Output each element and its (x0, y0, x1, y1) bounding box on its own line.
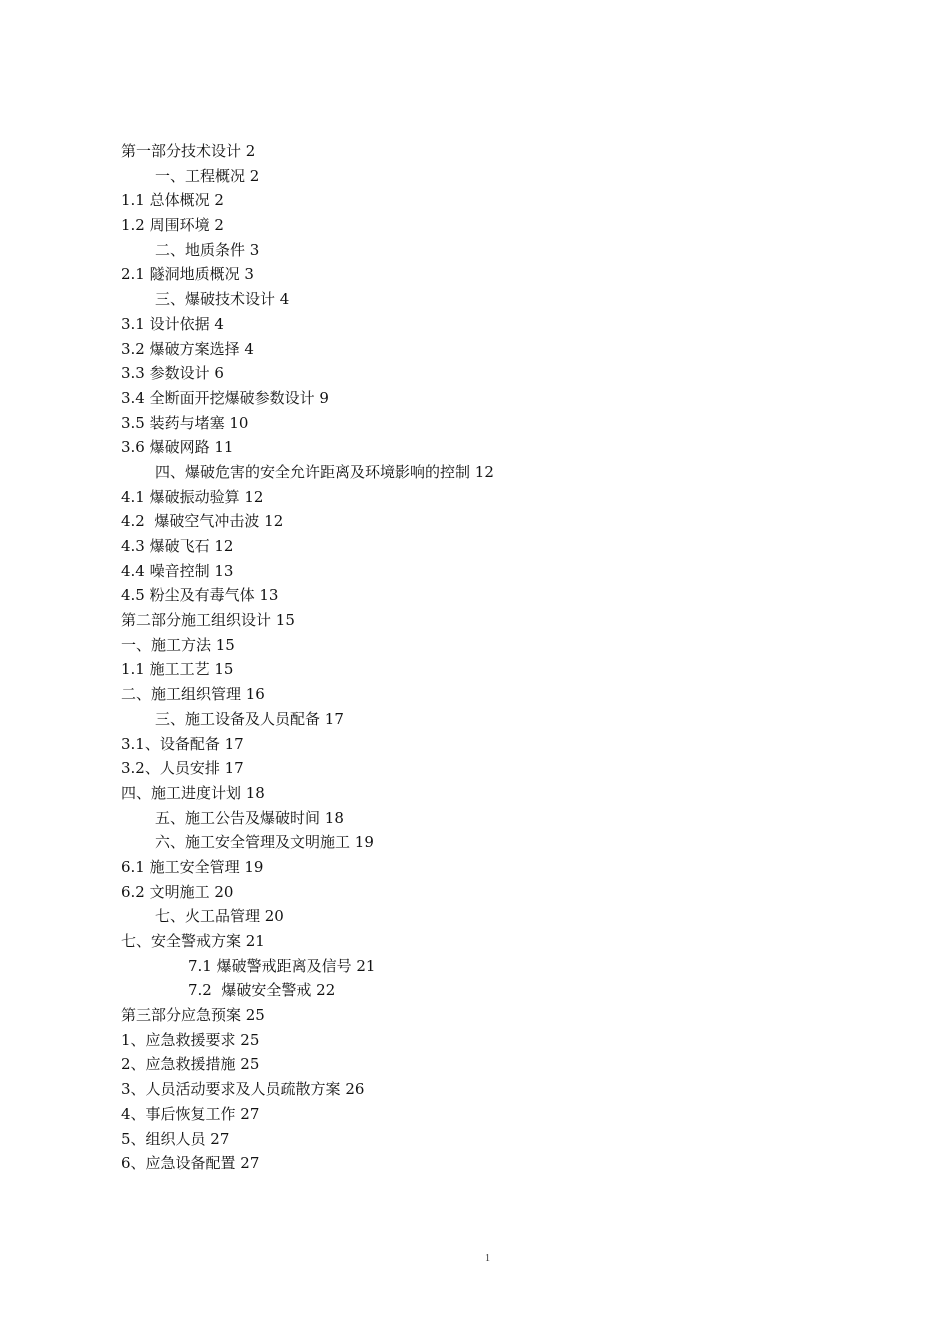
toc-entry[interactable]: 四、爆破危害的安全允许距离及环境影响的控制 12 (155, 462, 494, 481)
toc-entry[interactable]: 3.1、设备配备 17 (121, 734, 244, 753)
toc-entry[interactable]: 1、应急救援要求 25 (121, 1030, 260, 1049)
toc-entry[interactable]: 3.5 装药与堵塞 10 (121, 413, 249, 432)
toc-entry[interactable]: 6、应急设备配置 27 (121, 1154, 260, 1173)
toc-entry[interactable]: 5、组织人员 27 (121, 1129, 230, 1148)
toc-entry[interactable]: 4.2 爆破空气冲击波 12 (121, 512, 284, 531)
toc-entry[interactable]: 6.1 施工安全管理 19 (121, 857, 264, 876)
toc-entry[interactable]: 第二部分施工组织设计 15 (121, 611, 295, 630)
toc-entry[interactable]: 3.4 全断面开挖爆破参数设计 9 (121, 388, 329, 407)
toc-entry[interactable]: 六、施工安全管理及文明施工 19 (155, 833, 374, 852)
toc-entry[interactable]: 3.2、人员安排 17 (121, 759, 244, 778)
toc-entry[interactable]: 一、工程概况 2 (155, 166, 260, 185)
page-number: 1 (485, 1253, 490, 1264)
toc-entry[interactable]: 四、施工进度计划 18 (121, 783, 265, 802)
toc-entry[interactable]: 七、安全警戒方案 21 (121, 932, 265, 950)
toc-entry[interactable]: 1.2 周围环境 2 (121, 216, 224, 235)
toc-entry[interactable]: 三、施工设备及人员配备 17 (155, 709, 344, 728)
toc-entry[interactable]: 3.3 参数设计 6 (121, 364, 224, 383)
toc-entry[interactable]: 4.3 爆破飞石 12 (121, 537, 234, 555)
toc-entry[interactable]: 4.1 爆破振动验算 12 (121, 487, 264, 506)
toc-entry[interactable]: 二、地质条件 3 (155, 240, 260, 259)
toc-entry[interactable]: 7.2 爆破安全警戒 22 (188, 981, 336, 1000)
toc-entry[interactable]: 五、施工公告及爆破时间 18 (155, 808, 344, 827)
toc-entry[interactable]: 1.1 施工工艺 15 (121, 660, 234, 679)
toc-entry[interactable]: 2.1 隧洞地质概况 3 (121, 265, 254, 284)
toc-entry[interactable]: 3.6 爆破网路 11 (121, 438, 234, 457)
toc-entry[interactable]: 3.2 爆破方案选择 4 (121, 339, 254, 358)
toc-entry[interactable]: 3、人员活动要求及人员疏散方案 26 (121, 1080, 365, 1099)
toc-entry[interactable]: 一、施工方法 15 (121, 635, 235, 654)
toc-entry[interactable]: 4、事后恢复工作 27 (121, 1104, 260, 1123)
toc-entry[interactable]: 4.5 粉尘及有毒气体 13 (121, 586, 279, 605)
toc-entry[interactable]: 七、火工品管理 20 (155, 907, 284, 926)
toc-entry[interactable]: 第三部分应急预案 25 (121, 1006, 265, 1025)
toc-entry[interactable]: 7.1 爆破警戒距离及信号 21 (188, 956, 376, 975)
toc-entry[interactable]: 6.2 文明施工 20 (121, 882, 234, 901)
toc-entry[interactable]: 2、应急救援措施 25 (121, 1055, 260, 1074)
toc-entry[interactable]: 4.4 噪音控制 13 (121, 561, 234, 580)
toc-entry[interactable]: 第一部分技术设计 2 (121, 142, 256, 160)
toc-entry[interactable]: 1.1 总体概况 2 (121, 191, 224, 210)
table-of-contents (121, 139, 821, 1176)
toc-entry[interactable]: 3.1 设计依据 4 (121, 314, 224, 333)
toc-entry[interactable]: 三、爆破技术设计 4 (155, 290, 290, 309)
toc-entry[interactable]: 二、施工组织管理 16 (121, 685, 265, 704)
